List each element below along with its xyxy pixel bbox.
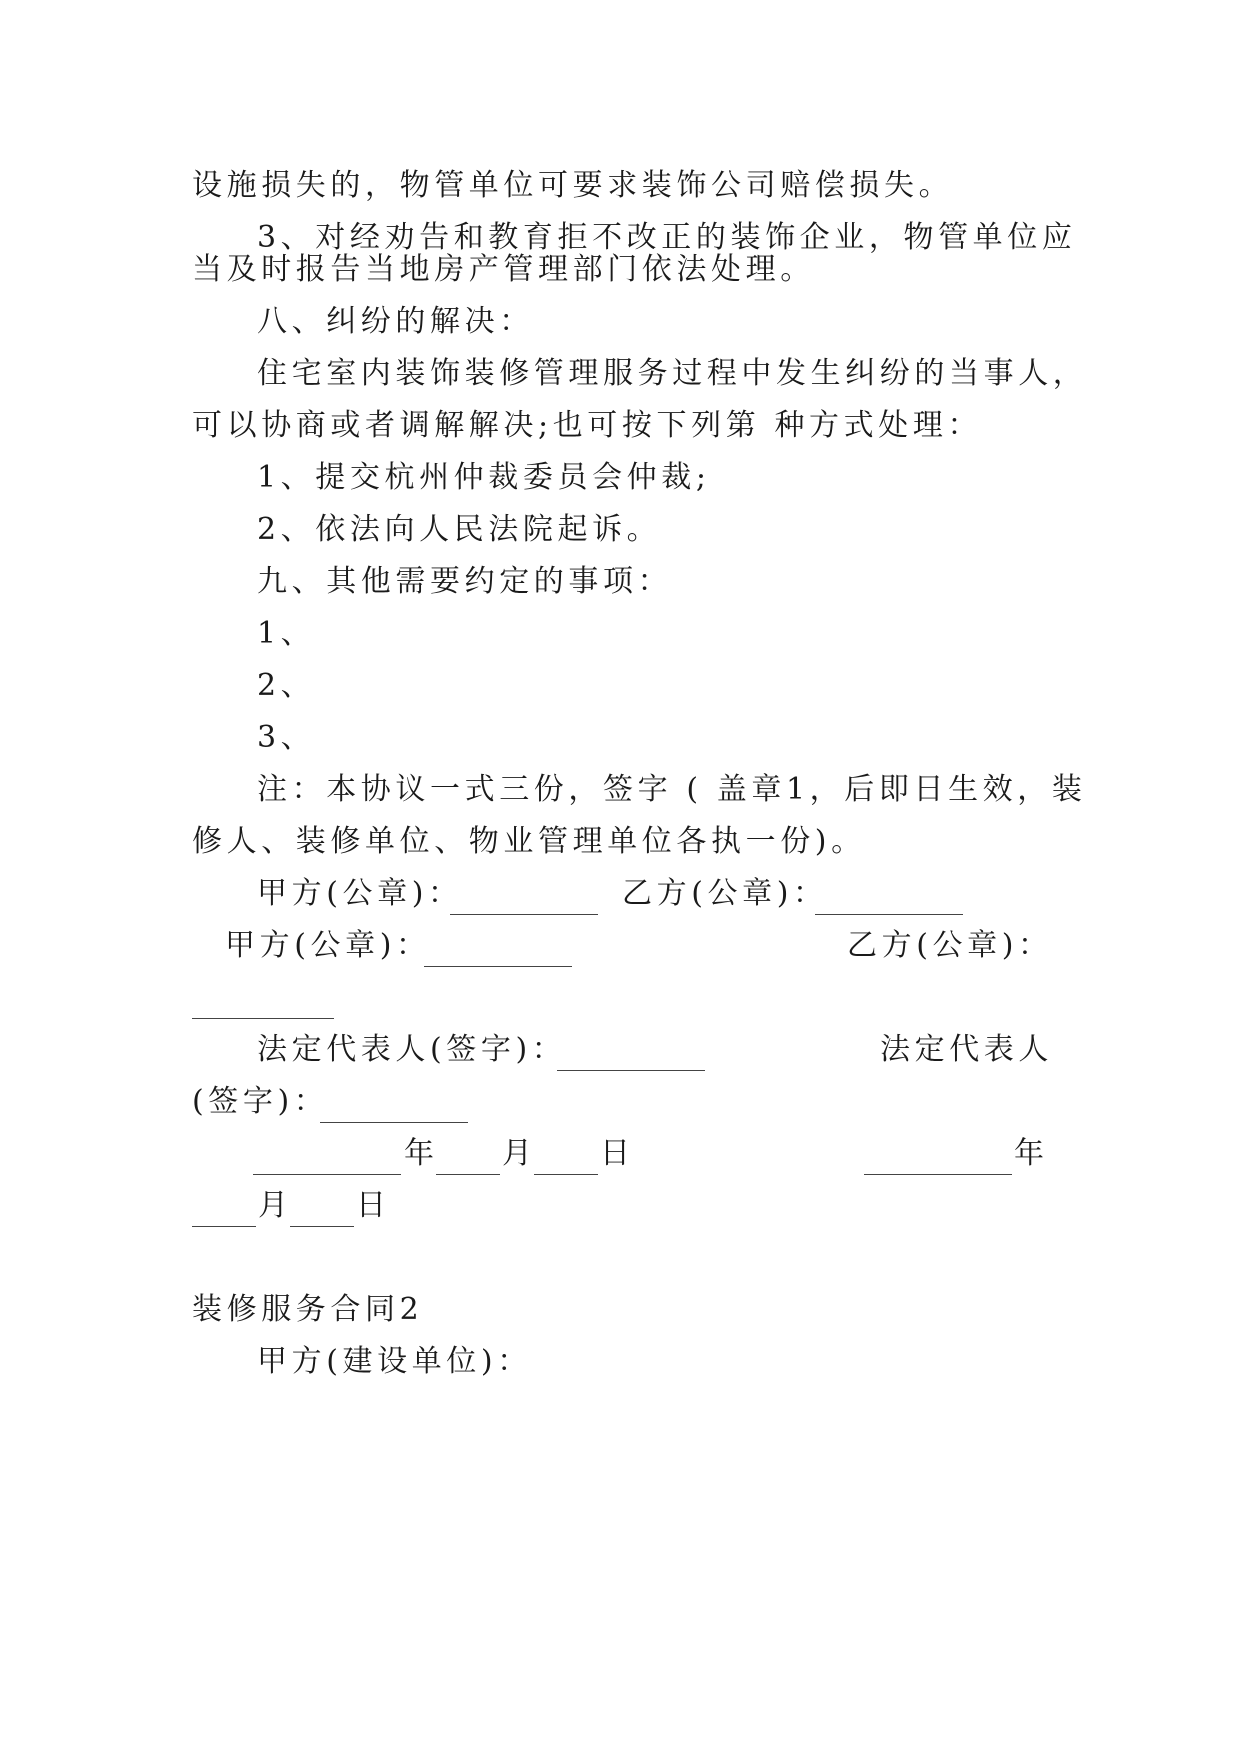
party-a-seal-label: 甲方(公章)： [257, 876, 463, 911]
year-label: 年 [1014, 1136, 1049, 1171]
list-item: 2、依法向人民法院起诉。 [257, 512, 662, 547]
text-line: 3、对经劝告和教育拒不改正的装饰企业，物管单位应 [257, 220, 1077, 255]
day-label: 日 [600, 1136, 635, 1171]
text-line: 可以协商或者调解解决;也可按下列第 种方式处理： [192, 408, 983, 443]
legal-rep-a-blank [557, 1030, 705, 1071]
section-heading: 八、纠纷的解决： [257, 304, 534, 339]
month-label: 月 [502, 1136, 537, 1171]
month-blank-b [192, 1186, 256, 1227]
party-a-seal-blank [424, 926, 572, 967]
year-blank-b [864, 1134, 1012, 1175]
note-line: 修人、装修单位、物业管理单位各执一份)。 [192, 824, 866, 859]
party-b-seal-blank [815, 874, 963, 915]
legal-rep-b-label: (签字)： [192, 1084, 329, 1119]
list-item: 2、 [257, 668, 316, 703]
day-label: 日 [356, 1188, 391, 1223]
text-line: 当及时报告当地房产管理部门依法处理。 [192, 252, 815, 287]
text-line: 住宅室内装饰装修管理服务过程中发生纠纷的当事人， [257, 356, 1088, 391]
legal-rep-b-blank [320, 1082, 468, 1123]
party-a-seal-label: 甲方(公章)： [225, 928, 431, 963]
day-blank-b [290, 1186, 354, 1227]
party-a-label: 甲方(建设单位)： [257, 1344, 532, 1379]
day-blank-a [534, 1134, 598, 1175]
note-line: 注：本协议一式三份，签字 ( 盖章1，后即日生效，装 [257, 772, 1087, 807]
list-item: 3、 [257, 720, 316, 755]
contract-title: 装修服务合同2 [192, 1292, 424, 1327]
party-b-seal-label: 乙方(公章)： [622, 876, 828, 911]
legal-rep-b-label: 法定代表人 [880, 1032, 1053, 1067]
year-label: 年 [404, 1136, 439, 1171]
list-item: 1、 [257, 616, 316, 651]
party-b-seal-blank [192, 978, 334, 1019]
month-blank-a [436, 1134, 500, 1175]
year-blank-a [253, 1134, 401, 1175]
text-line: 设施损失的，物管单位可要求装饰公司赔偿损失。 [192, 168, 954, 203]
party-b-seal-label: 乙方(公章)： [847, 928, 1053, 963]
party-a-seal-blank [450, 874, 598, 915]
legal-rep-a-label: 法定代表人(签字)： [257, 1032, 567, 1067]
list-item: 1、提交杭州仲裁委员会仲裁; [257, 460, 711, 495]
month-label: 月 [258, 1188, 293, 1223]
section-heading: 九、其他需要约定的事项： [257, 564, 673, 599]
